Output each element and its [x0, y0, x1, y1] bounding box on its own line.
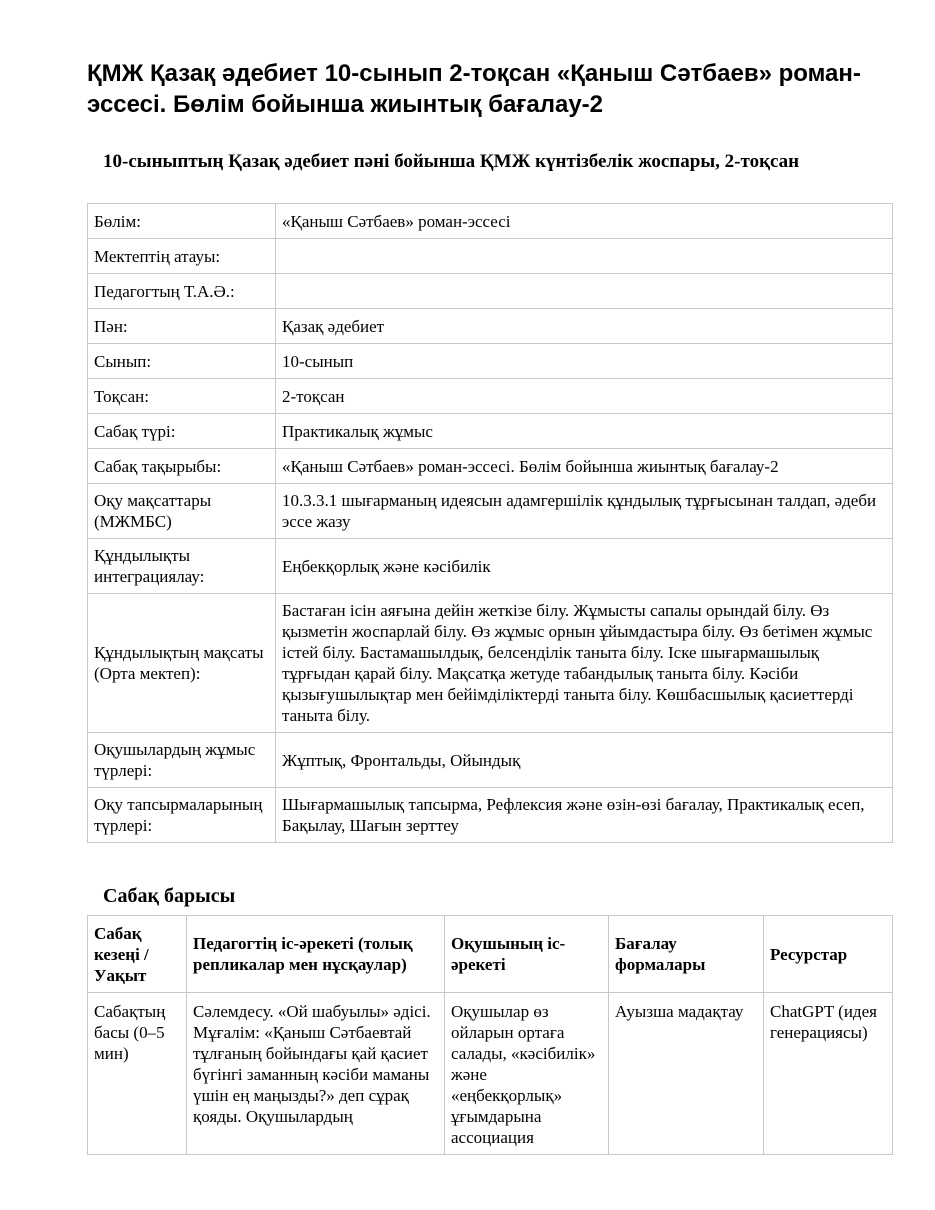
info-value: Еңбекқорлық және кәсібилік [276, 539, 893, 594]
info-row [88, 733, 893, 788]
info-label: Бөлім: [88, 204, 276, 239]
info-label: Құндылықтың мақсаты (Орта мектеп): [88, 594, 276, 733]
column-header-assessment: Бағалау формалары [609, 916, 764, 993]
cell-assessment: Ауызша мадақтау [609, 993, 764, 1155]
info-row [88, 788, 893, 843]
info-row [88, 309, 893, 344]
info-value: 10.3.3.1 шығарманың идеясын адамгершілік құндылық тұрғысынан талдап, әдеби эссе жазу [276, 484, 893, 539]
info-row [88, 414, 893, 449]
info-value: «Қаныш Сәтбаев» роман-эссесі. Бөлім бойынша жиынтық бағалау-2 [276, 449, 893, 484]
info-label: Педагогтың Т.А.Ә.: [88, 274, 276, 309]
lesson-info-table [87, 203, 893, 843]
info-value: Шығармашылық тапсырма, Рефлексия және өзін-өзі бағалау, Практикалық есеп, Бақылау, Шағын зерттеу [276, 788, 893, 843]
cell-teacher-activity: Сәлемдесу. «Ой шабуылы» әдісі. Мұғалім: «Қаныш Сәтбаевтай тұлғаның бойындағы қай қасиет бүгінгі заманның кәсіби маманы үшін ең маңызды?» деп сұрақ қояды. Оқушылардың [187, 993, 445, 1155]
info-value: Практикалық жұмыс [276, 414, 893, 449]
info-label: Сынып: [88, 344, 276, 379]
cell-student-activity: Оқушылар өз ойларын ортаға салады, «кәсібилік» және «еңбекқорлық» ұғымдарына ассоциация [445, 993, 609, 1155]
info-value [276, 239, 893, 274]
info-value: 10-сынып [276, 344, 893, 379]
info-value: Бастаған ісін аяғына дейін жеткізе білу. Жұмысты сапалы орындай білу. Өз қызметін жоспарлай білу. Өз жұмыс орнын ұйымдастыра білу. Өз бетімен жұмыс істей білу. Бастамашылдық, белсенділік таныта білу. Іске шығармашылық тұрғыдан қарай білу. Мақсатқа жетуде табандылық таныта білу. Кәсіби қызығушылықтар мен бейімділіктерді таныта білу. Көшбасшылық қасиеттерді таныта білу. [276, 594, 893, 733]
info-label: Оқу мақсаттары (МЖМБС) [88, 484, 276, 539]
info-value: Жұптық, Фронтальды, Ойындық [276, 733, 893, 788]
table-header-row [88, 916, 893, 993]
column-header-student-activity: Оқушының іс-әрекеті [445, 916, 609, 993]
info-label: Сабақ түрі: [88, 414, 276, 449]
info-value [276, 274, 893, 309]
info-row [88, 449, 893, 484]
info-row [88, 204, 893, 239]
page-title: ҚМЖ Қазақ әдебиет 10-сынып 2-тоқсан «Қаныш Сәтбаев» роман-эссесі. Бөлім бойынша жиынтық бағалау-2 [87, 60, 861, 118]
column-header-teacher-activity: Педагогтің іс-әрекеті (толық репликалар мен нұсқаулар) [187, 916, 445, 993]
info-label: Пән: [88, 309, 276, 344]
info-row [88, 594, 893, 733]
info-row [88, 484, 893, 539]
info-row [88, 539, 893, 594]
info-label: Мектептің атауы: [88, 239, 276, 274]
column-header-stage: Сабақ кезеңі / Уақыт [88, 916, 187, 993]
info-label: Сабақ тақырыбы: [88, 449, 276, 484]
lesson-progress-table [87, 915, 893, 1155]
info-value: 2-тоқсан [276, 379, 893, 414]
table-row [88, 993, 893, 1155]
info-label: Тоқсан: [88, 379, 276, 414]
info-value: «Қаныш Сәтбаев» роман-эссесі [276, 204, 893, 239]
info-row [88, 344, 893, 379]
info-label: Оқу тапсырмаларының түрлері: [88, 788, 276, 843]
info-label: Құндылықты интеграциялау: [88, 539, 276, 594]
info-row [88, 379, 893, 414]
lesson-progress-heading: Сабақ барысы [103, 885, 236, 907]
column-header-resources: Ресурстар [764, 916, 893, 993]
cell-resources: ChatGPT (идея генерациясы) [764, 993, 893, 1155]
info-label: Оқушылардың жұмыс түрлері: [88, 733, 276, 788]
plan-heading: 10-сыныптың Қазақ әдебиет пәні бойынша ҚМЖ күнтізбелік жоспары, 2-тоқсан [103, 151, 800, 172]
info-value: Қазақ әдебиет [276, 309, 893, 344]
info-row [88, 239, 893, 274]
cell-stage: Сабақтың басы (0–5 мин) [88, 993, 187, 1155]
info-row [88, 274, 893, 309]
